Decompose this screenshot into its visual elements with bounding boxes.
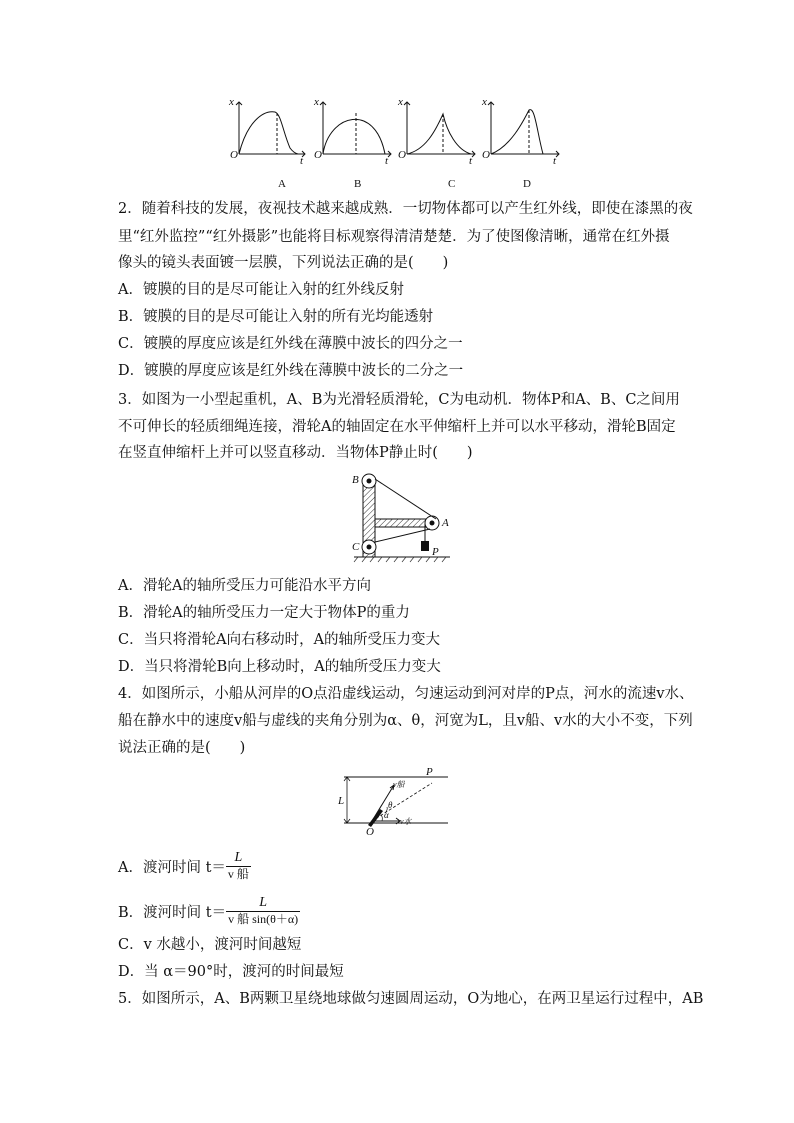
v-boat-label: v船 [393, 780, 405, 789]
q3-option-b: B．滑轮A的轴所受压力一定大于物体P的重力 [118, 605, 410, 621]
axis-x-label-d: x [482, 96, 487, 108]
q3-crane-figure [346, 469, 456, 565]
q4-stem-line-1: 4．如图所示，小船从河岸的O点沿虚线运动，匀速运动到河对岸的P点，河水的流速v水、 [118, 686, 694, 702]
point-o-label: O [366, 826, 374, 837]
alpha-label: α [384, 810, 389, 820]
q2-stem-line-3: 像头的镜头表面镀一层膜，下列说法正确的是( ) [118, 255, 449, 271]
q2-option-c: C．镀膜的厚度应该是红外线在薄膜中波长的四分之一 [118, 336, 463, 352]
q3-option-d: D．当只将滑轮B向上移动时，A的轴所受压力变大 [118, 659, 441, 675]
q4-option-a-fraction [226, 850, 251, 882]
q4-option-b-numerator: L [259, 895, 268, 910]
option-label-d: D [523, 178, 531, 190]
q4-option-b-fraction [226, 895, 300, 927]
graph-a [236, 102, 305, 157]
q3-stem-line-1: 3．如图为一小型起重机，A、B为光滑轻质滑轮，C为电动机．物体P和A、B、C之间用 [118, 392, 680, 408]
origin-label-c: O [398, 149, 406, 161]
pulley-b-label: B [352, 474, 359, 486]
q4-river-figure [330, 765, 455, 837]
q4-stem-line-2: 船在静水中的速度v船与虚线的夹角分别为α、θ，河宽为L，且v船、v水的大小不变，下列 [118, 713, 693, 729]
q3-stem-line-2: 不可伸长的轻质细绳连接，滑轮A的轴固定在水平伸缩杆上并可以水平移动，滑轮B固定 [118, 419, 676, 435]
q2-option-a: A．镀膜的目的是尽可能让入射的红外线反射 [118, 282, 404, 298]
motor-c-label: C [352, 541, 360, 553]
option-label-b: B [354, 178, 362, 190]
origin-label-d: O [482, 149, 490, 161]
theta-label: θ [388, 800, 393, 810]
axis-t-label-c: t [469, 155, 473, 167]
q4-option-a-denominator: v 船 [227, 867, 249, 881]
q2-stem-line-2: 里“红外监控”“红外摄影”也能将目标观察得清清楚楚．为了使图像清晰，通常在红外摄 [118, 229, 670, 245]
axis-t-label-b: t [385, 155, 389, 167]
point-p-label: P [426, 766, 433, 778]
q3-option-c: C．当只将滑轮A向右移动时，A的轴所受压力变大 [118, 632, 441, 648]
axis-x-label-b: x [314, 96, 319, 108]
axis-x-label-c: x [398, 96, 403, 108]
q4-option-d: D．当 α＝90°时，渡河的时间最短 [118, 964, 344, 980]
weight-p-label: P [432, 546, 439, 558]
width-l-label: L [338, 795, 345, 807]
q4-option-a-prefix: A．渡河时间 t＝ [118, 860, 226, 876]
graph-c [404, 102, 475, 157]
graph-d [488, 102, 559, 157]
q4-option-a [118, 852, 251, 884]
q3-option-a: A．滑轮A的轴所受压力可能沿水平方向 [118, 578, 371, 594]
q4-option-b [118, 897, 300, 929]
q5-stem-line-1: 5．如图所示，A、B两颗卫星绕地球做匀速圆周运动，O为地心，在两卫星运行过程中，AB [118, 991, 704, 1007]
axis-t-label-d: t [553, 155, 557, 167]
q2-option-b: B．镀膜的目的是尽可能让入射的所有光均能透射 [118, 309, 434, 325]
q4-option-b-denominator: v 船 sin(θ＋α) [228, 912, 299, 926]
q4-option-b-prefix: B．渡河时间 t＝ [118, 905, 227, 921]
q2-stem-line-1: 2．随着科技的发展，夜视技术越来越成熟．一切物体都可以产生红外线，即使在漆黑的夜 [118, 201, 693, 217]
origin-label-b: O [314, 149, 322, 161]
option-label-a: A [278, 178, 286, 190]
q4-option-c: C．v 水越小，渡河时间越短 [118, 937, 302, 953]
axis-x-label-a: x [229, 96, 234, 108]
graph-b [320, 102, 391, 157]
q1-graphs-figure [225, 92, 570, 192]
q2-option-d: D．镀膜的厚度应该是红外线在薄膜中波长的二分之一 [118, 363, 464, 379]
origin-label-a: O [230, 149, 238, 161]
q4-stem-line-3: 说法正确的是( ) [118, 740, 246, 756]
axis-t-label-a: t [300, 155, 304, 167]
pulley-a-label: A [442, 517, 449, 529]
v-water-label: v水 [400, 817, 412, 826]
q3-stem-line-3: 在竖直伸缩杆上并可以竖直移动．当物体P静止时( ) [118, 445, 473, 461]
option-label-c: C [448, 178, 456, 190]
q4-option-a-numerator: L [234, 850, 243, 865]
